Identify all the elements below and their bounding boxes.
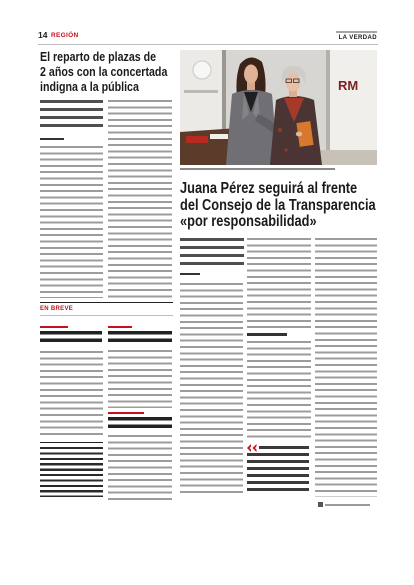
left-article-subhead	[40, 100, 103, 127]
body-subhead	[247, 333, 287, 336]
headline-text: «por responsabilidad»	[180, 213, 317, 230]
pull-quote	[247, 444, 311, 496]
right-article-headline	[180, 181, 377, 231]
brief-3-body	[108, 435, 172, 500]
brief-2-kicker	[108, 326, 132, 328]
brief-2-headline	[108, 331, 172, 343]
briefs-rule	[40, 315, 173, 316]
pull-quote-text	[247, 453, 309, 491]
brief-3-headline	[108, 417, 172, 429]
photo-caption	[180, 168, 335, 170]
headline-text: Juana Pérez seguirá al frente	[180, 180, 358, 197]
left-article-byline	[40, 138, 64, 140]
brief-2-body	[108, 350, 172, 408]
info-box	[40, 442, 103, 500]
article-photo	[180, 50, 377, 165]
headline-text: 2 años con la concertada	[40, 64, 168, 79]
right-article-body-column-2-continued	[247, 341, 311, 439]
headline-text: del Consejo de la Transparencia	[180, 196, 376, 214]
brief-1-headline	[40, 331, 102, 343]
brief-3-kicker	[108, 412, 144, 414]
brief-1-body	[40, 351, 103, 438]
page-number: 14	[38, 30, 48, 40]
masthead-date-line	[336, 31, 377, 33]
headline-line-2	[180, 198, 377, 215]
quote-mark-icon	[247, 444, 257, 452]
right-article-body-column-1	[180, 283, 243, 497]
info-box-text	[40, 447, 103, 497]
right-article-byline	[180, 273, 200, 275]
right-article-body-column-3	[315, 238, 377, 497]
briefs-top-rule	[40, 302, 173, 303]
photo-wall-sign: RM	[338, 78, 359, 93]
photo-illustration	[180, 50, 377, 165]
headline-line-3	[180, 214, 377, 231]
section-label: REGIÓN	[51, 31, 79, 39]
left-article-headline	[40, 49, 175, 94]
headline-line-2	[40, 64, 175, 79]
briefs-section-label: EN BREVE	[40, 306, 74, 312]
headline-text: indigna a la pública	[40, 79, 139, 94]
left-article-body-column-1	[40, 146, 103, 298]
right-article-body-column-2	[247, 238, 311, 329]
footer-logo-text	[325, 504, 370, 506]
masthead: LA VERDAD	[338, 35, 377, 41]
brief-1-kicker	[40, 326, 68, 328]
headline-line-1	[180, 181, 377, 198]
headline-line-1	[40, 49, 175, 64]
footer-logo-icon	[318, 502, 323, 507]
headline-line-3	[40, 79, 175, 94]
right-article-subhead	[180, 238, 244, 265]
pull-quote-first-line	[259, 446, 309, 450]
headline-text: El reparto de plazas de	[40, 49, 157, 64]
left-article-body-column-2	[108, 100, 172, 299]
header-rule	[38, 44, 378, 45]
